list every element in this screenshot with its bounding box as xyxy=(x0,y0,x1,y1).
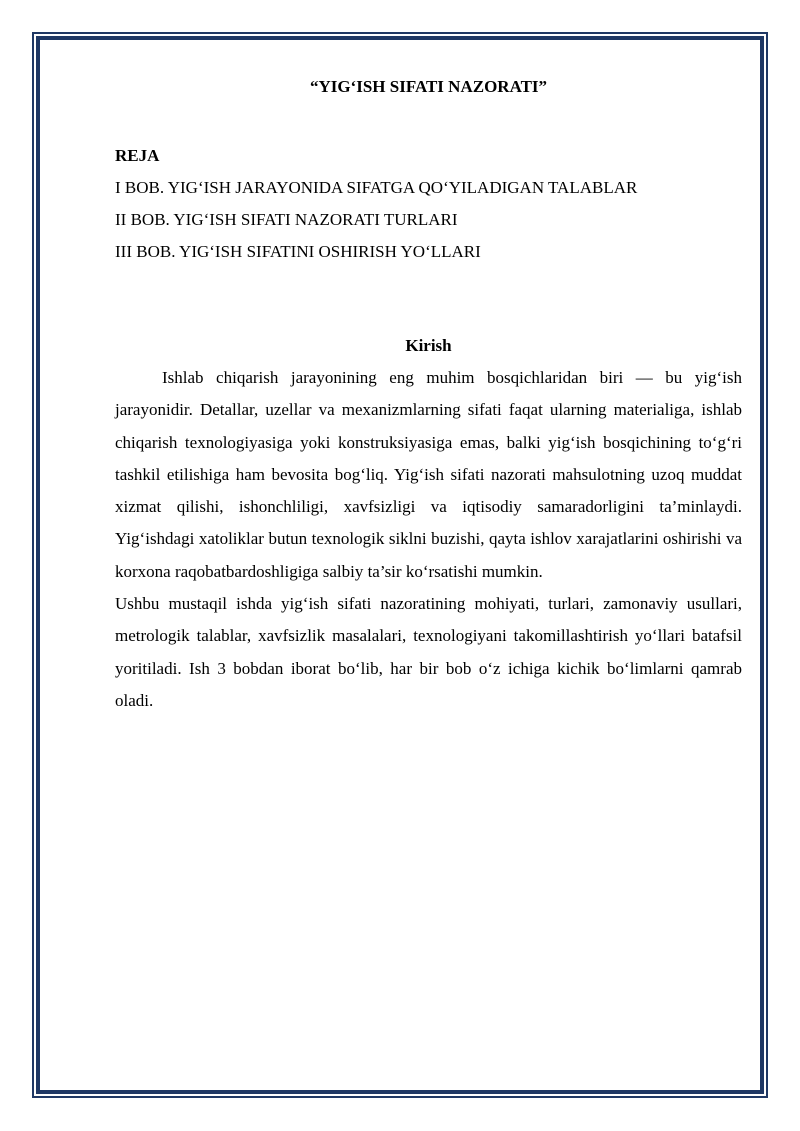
introduction-heading: Kirish xyxy=(405,336,452,355)
plan-item-chapter-3: III BOB. YIG‘ISH SIFATINI OSHIRISH YO‘LLARI xyxy=(115,242,481,261)
document-title: “YIG‘ISH SIFATI NAZORATI” xyxy=(309,77,548,96)
plan-item-chapter-2: II BOB. YIG‘ISH SIFATI NAZORATI TURLARI xyxy=(115,210,458,229)
plan-heading: REJA xyxy=(115,146,160,165)
document-page xyxy=(115,73,742,717)
plan-item-chapter-1: I BOB. YIG‘ISH JARAYONIDA SIFATGA QO‘YILADIGAN TALABLAR xyxy=(115,178,638,197)
plan-section xyxy=(115,140,742,268)
introduction-paragraph-1: Ishlab chiqarish jarayonining eng muhim bosqichlaridan biri — bu yig‘ish jarayonidir. Detallar, uzellar va mexanizmlarning sifati faqat ularning materialiga, ishlab chiqarish texnologiyasiga yoki konstruksiyasiga emas, balki yig‘ish bosqichining to‘g‘ri tashkil etilishiga ham bevosita bog‘liq. Yig‘ish sifati nazorati mahsulotning uzoq muddat xizmat qilishi, ishonchliligi, xavfsizligi va iqtisodiy samaradorligini ta’minlaydi. Yig‘ishdagi xatoliklar butun texnologik siklni buzishi, qayta ishlov xarajatlarini oshirishi va korxona raqobatbardoshligiga salbiy ta’sir ko‘rsatishi mumkin. xyxy=(115,368,742,581)
introduction-paragraph-2: Ushbu mustaqil ishda yig‘ish sifati nazoratining mohiyati, turlari, zamonaviy usullari, metrologik talablar, xavfsizlik masalalari, texnologiyani takomillashtirish yo‘llari batafsil yoritiladi. Ish 3 bobdan iborat bo‘lib, har bir bob o‘z ichiga kichik bo‘limlarni qamrab oladi. xyxy=(115,594,742,710)
